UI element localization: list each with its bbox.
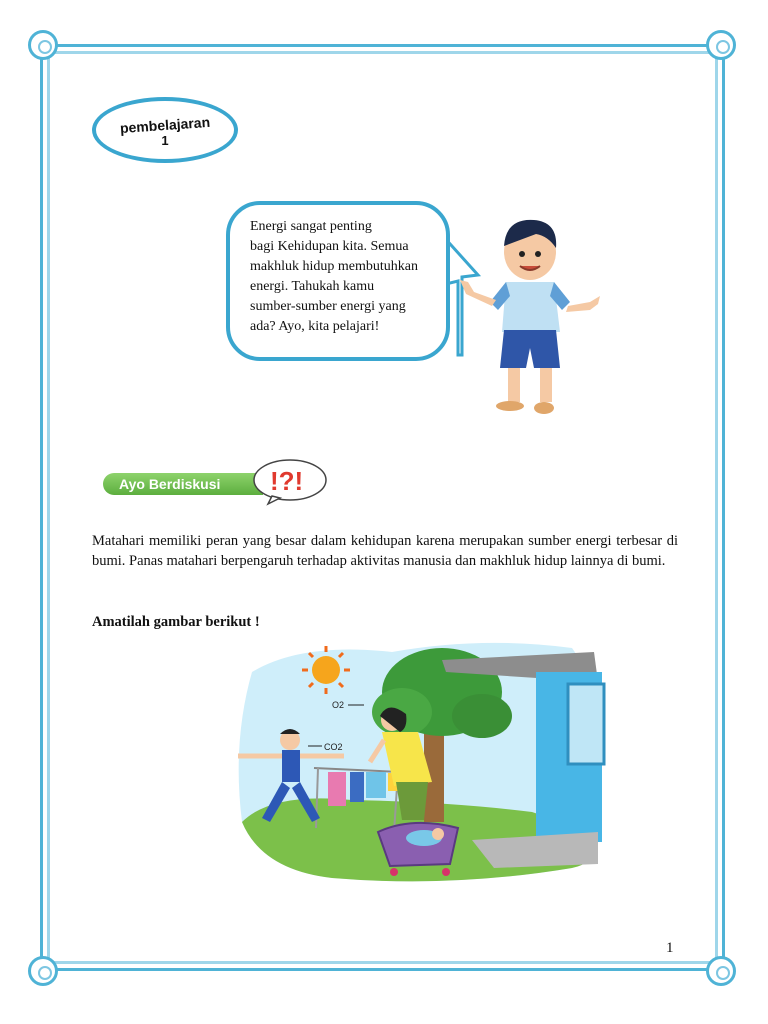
frame-bottom-border bbox=[40, 968, 728, 971]
sun-icon bbox=[312, 656, 340, 684]
frame-right-border bbox=[722, 44, 725, 971]
boy-character-icon bbox=[450, 210, 610, 425]
corner-ornament-icon bbox=[706, 30, 736, 60]
lesson-badge bbox=[92, 97, 238, 163]
corner-ornament-icon bbox=[28, 956, 58, 986]
scene-illustration bbox=[232, 632, 608, 886]
corner-ornament-icon bbox=[706, 956, 736, 986]
o2-label: O2 bbox=[332, 700, 345, 710]
corner-ornament-icon bbox=[28, 30, 58, 60]
discussion-bubble-text: !?! bbox=[270, 466, 304, 496]
frame-top-border bbox=[40, 44, 728, 47]
co2-label: CO2 bbox=[324, 742, 343, 752]
lesson-badge-number: 1 bbox=[161, 133, 169, 148]
intro-paragraph: Matahari memiliki peran yang besar dalam kehidupan karena merupakan sumber energi terbesar di bumi. Panas matahari berpengaruh terhadap aktivitas manusia dan makhluk hidup lainnya di bumi. bbox=[92, 533, 678, 569]
speech-bubble bbox=[226, 201, 450, 361]
instruction-heading: Amatilah gambar berikut ! bbox=[92, 614, 260, 630]
speech-bubble-text: Energi sangat penting bagi Kehidupan kita. Semua makhluk hidup membutuhkan energi. Tahukah kamu sumber-sumber energi yang ada? Ayo, kita pelajari! bbox=[250, 219, 418, 334]
page-number: 1 bbox=[666, 940, 674, 956]
lesson-badge-title: pembelajaran bbox=[119, 113, 211, 137]
discussion-bubble-icon bbox=[250, 458, 330, 506]
frame-left-border bbox=[40, 44, 43, 971]
section-label-ayo-berdiskusi: Ayo Berdiskusi bbox=[103, 473, 263, 495]
